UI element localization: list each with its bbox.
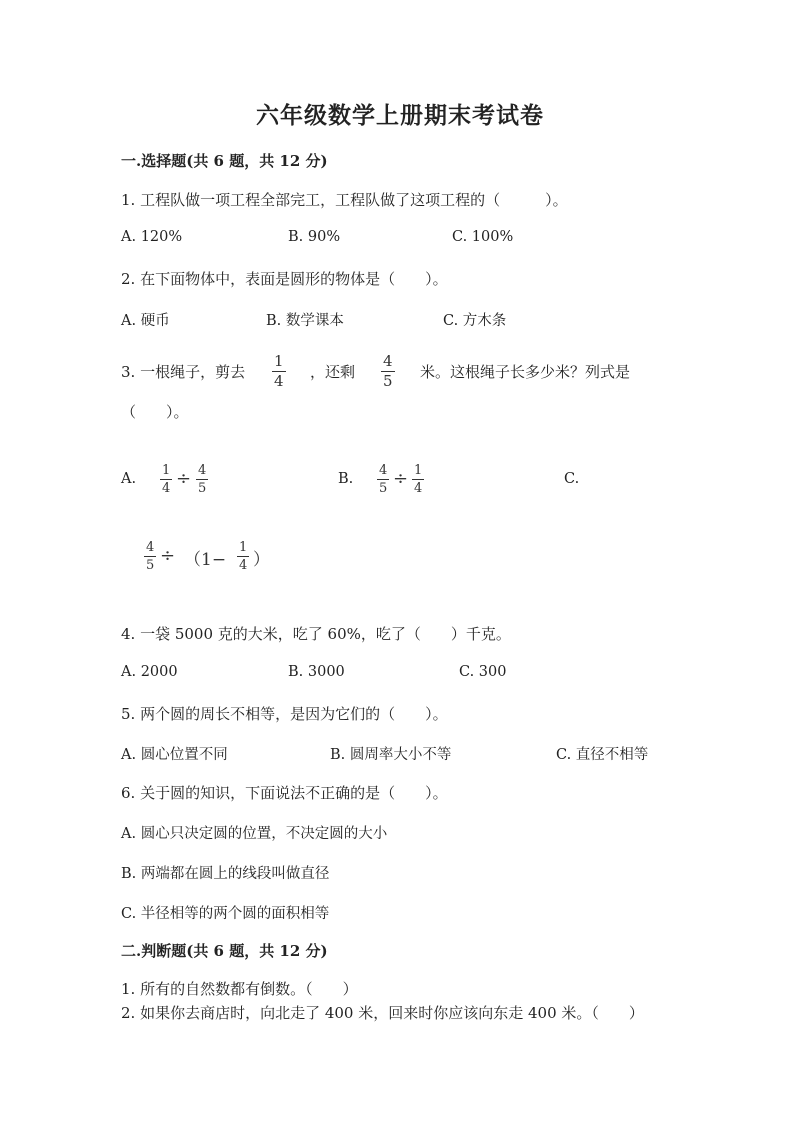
question-6-option-a: A. 圆心只决定圆的位置，不决定圆的大小 bbox=[121, 826, 388, 842]
fraction-numerator: 1 bbox=[414, 463, 423, 478]
judge-question-1: 1. 所有的自然数都有倒数。（ ） bbox=[121, 980, 358, 998]
judge-question-2: 2. 如果你去商店时，向北走了 400 米，回来时你应该向东走 400 米。（ ） bbox=[121, 1004, 644, 1022]
question-4-option-a: A. 2000 bbox=[121, 664, 178, 680]
question-5-text: 5. 两个圆的周长不相等，是因为它们的（ ）。 bbox=[121, 705, 448, 723]
expression-close-paren: ） bbox=[253, 550, 270, 570]
fraction-numerator: 4 bbox=[198, 463, 207, 478]
question-3-option-c-fraction-1 bbox=[144, 541, 156, 572]
question-2-option-b: B. 数学课本 bbox=[266, 313, 344, 329]
fraction-numerator: 4 bbox=[383, 352, 393, 370]
section-heading-judge: 二.判断题(共 6 题，共 12 分) bbox=[121, 942, 328, 960]
question-3-option-b-fraction-2 bbox=[412, 464, 424, 495]
fraction-denominator: 4 bbox=[414, 481, 423, 496]
question-4-option-c: C. 300 bbox=[459, 664, 507, 680]
question-3-option-a-label: A. bbox=[121, 471, 137, 487]
fraction-denominator: 4 bbox=[239, 558, 248, 573]
division-sign: ÷ bbox=[160, 545, 176, 566]
question-4-option-b: B. 3000 bbox=[288, 664, 345, 680]
question-3-option-a-fraction-2 bbox=[196, 464, 208, 495]
fraction-numerator: 1 bbox=[162, 463, 171, 478]
fraction-numerator: 1 bbox=[274, 352, 284, 370]
division-sign: ÷ bbox=[176, 468, 192, 489]
fraction-denominator: 5 bbox=[379, 481, 388, 496]
question-3-option-c-label: C. bbox=[564, 471, 580, 487]
fraction-denominator: 4 bbox=[274, 372, 284, 390]
question-4-text: 4. 一袋 5000 克的大米，吃了 60%，吃了（ ）千克。 bbox=[121, 625, 511, 643]
question-3-option-b-fraction-1 bbox=[377, 464, 389, 495]
question-1-option-c: C. 100% bbox=[452, 229, 514, 245]
question-5-option-a: A. 圆心位置不同 bbox=[121, 747, 228, 763]
fraction-denominator: 4 bbox=[162, 481, 171, 496]
fraction-denominator: 5 bbox=[383, 372, 393, 390]
section-heading-choice: 一.选择题(共 6 题，共 12 分) bbox=[121, 152, 328, 170]
question-6-option-b: B. 两端都在圆上的线段叫做直径 bbox=[121, 866, 330, 882]
question-3-answer-blank: （ ）。 bbox=[121, 403, 189, 421]
question-2-option-c: C. 方木条 bbox=[443, 313, 507, 329]
question-3-fraction-cut bbox=[272, 354, 286, 389]
fraction-numerator: 1 bbox=[239, 540, 248, 555]
question-3-text-end: 米。这根绳子长多少米？列式是 bbox=[420, 363, 631, 381]
question-3-text-middle: ，还剩 bbox=[310, 363, 356, 381]
fraction-numerator: 4 bbox=[146, 540, 155, 555]
fraction-denominator: 5 bbox=[198, 481, 207, 496]
page-title: 六年级数学上册期末考试卷 bbox=[256, 102, 544, 129]
fraction-denominator: 5 bbox=[146, 558, 155, 573]
question-5-option-b: B. 圆周率大小不等 bbox=[330, 747, 452, 763]
division-sign: ÷ bbox=[393, 468, 409, 489]
question-2-option-a: A. 硬币 bbox=[121, 313, 170, 329]
question-3-fraction-remaining bbox=[381, 354, 395, 389]
question-2-text: 2. 在下面物体中，表面是圆形的物体是（ ）。 bbox=[121, 270, 448, 288]
expression-open-paren: （1− bbox=[184, 550, 227, 570]
fraction-numerator: 4 bbox=[379, 463, 388, 478]
question-3-option-b-label: B. bbox=[338, 471, 354, 487]
question-6-option-c: C. 半径相等的两个圆的面积相等 bbox=[121, 906, 330, 922]
question-1-option-b: B. 90% bbox=[288, 229, 341, 245]
question-5-option-c: C. 直径不相等 bbox=[556, 747, 649, 763]
question-1-text: 1. 工程队做一项工程全部完工，工程队做了这项工程的（ ）。 bbox=[121, 191, 568, 209]
question-6-text: 6. 关于圆的知识，下面说法不正确的是（ ）。 bbox=[121, 784, 448, 802]
question-1-option-a: A. 120% bbox=[121, 229, 183, 245]
question-3-option-c-fraction-2 bbox=[237, 541, 249, 572]
question-3-option-a-fraction-1 bbox=[160, 464, 172, 495]
question-3-text-start: 3. 一根绳子，剪去 bbox=[121, 363, 246, 381]
